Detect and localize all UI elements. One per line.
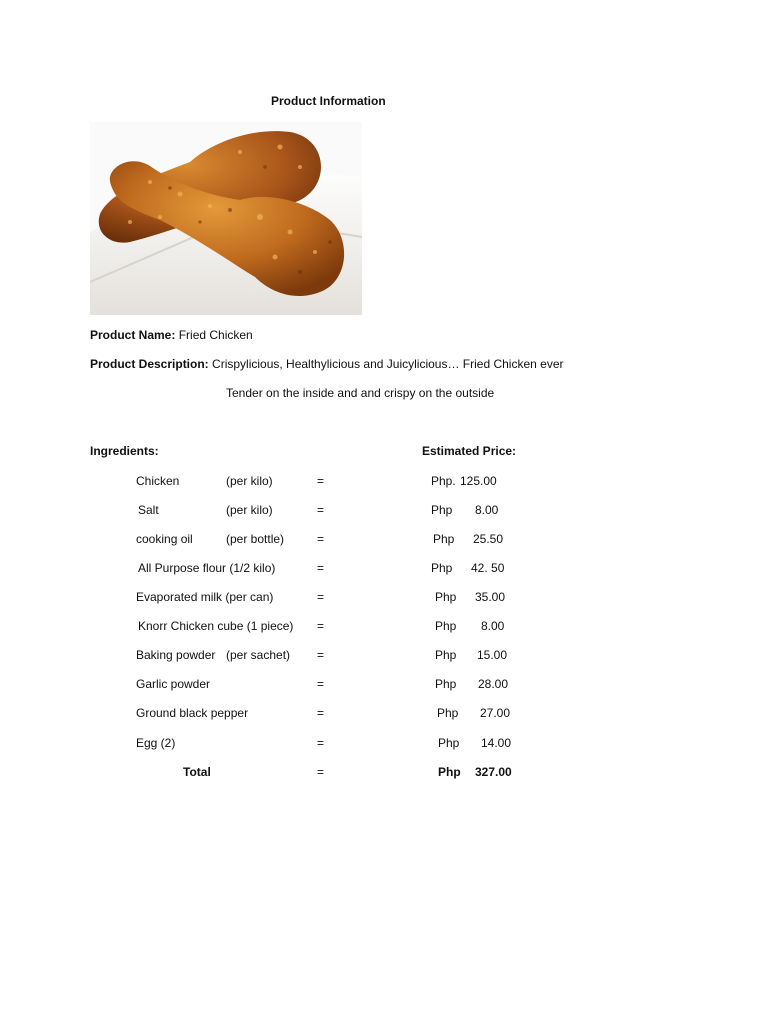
currency-label: Php [438,765,461,779]
ingredient-name: Ground black pepper [136,706,249,720]
product-description-value: Crispylicious, Healthylicious and Juicylicious… Fried Chicken ever [212,357,564,371]
ingredient-price: 14.00 [481,736,512,750]
equals-sign: = [317,561,325,575]
ingredient-price: 125.00 [460,474,497,488]
equals-sign: = [317,648,325,662]
currency-label: Php [433,532,455,546]
ingredient-name: Salt [138,503,159,517]
currency-label: Php [435,619,457,633]
total-label: Total [183,765,211,779]
ingredient-unit: (per bottle) [226,532,285,546]
ingredient-name: Chicken [136,474,180,488]
ingredient-name: Baking powder [136,648,216,662]
equals-sign: = [317,590,325,604]
currency-label: Php [435,677,457,691]
equals-sign: = [317,474,325,488]
ingredient-price: 8.00 [475,503,499,517]
currency-label: Php [435,590,457,604]
product-tagline: Tender on the inside and and crispy on the outside [226,386,495,400]
product-name-line [90,328,253,342]
estimated-price-heading: Estimated Price: [422,444,517,458]
ingredient-name: Garlic powder [136,677,211,691]
ingredient-price: 28.00 [478,677,509,691]
ingredient-unit: (per kilo) [226,503,273,517]
equals-sign: = [317,677,325,691]
currency-label: Php [431,503,453,517]
currency-label: Php [431,561,453,575]
page-title: Product Information [271,94,386,108]
currency-label: Php [437,706,459,720]
ingredient-unit: (per kilo) [226,474,273,488]
ingredient-price: 35.00 [475,590,506,604]
equals-sign: = [317,736,325,750]
equals-sign: = [317,532,325,546]
ingredient-name: All Purpose flour (1/2 kilo) [138,561,276,575]
ingredient-unit: (per sachet) [226,648,291,662]
currency-label: Php. [431,474,456,488]
product-description-label: Product Description: [90,357,209,371]
ingredient-price: 8.00 [481,619,505,633]
total-price: 327.00 [475,765,512,779]
ingredient-name: cooking oil [136,532,193,546]
equals-sign: = [317,706,325,720]
ingredient-price: 27.00 [480,706,511,720]
currency-label: Php [438,736,460,750]
fried-chicken-illustration [90,122,362,315]
ingredient-name: Knorr Chicken cube (1 piece) [138,619,294,633]
product-name-value: Fried Chicken [178,328,253,342]
equals-sign: = [317,503,325,517]
ingredient-price: 42. 50 [471,561,505,575]
product-description-line [90,357,564,371]
ingredient-price: 25.50 [473,532,504,546]
ingredient-name: Evaporated milk (per can) [136,590,274,604]
ingredient-price: 15.00 [477,648,508,662]
product-name-label: Product Name: [90,328,176,342]
ingredients-heading: Ingredients: [90,444,159,458]
equals-sign: = [317,765,325,779]
equals-sign: = [317,619,325,633]
fried-chicken-photo [90,122,362,315]
ingredient-name: Egg (2) [136,736,176,750]
currency-label: Php [435,648,457,662]
